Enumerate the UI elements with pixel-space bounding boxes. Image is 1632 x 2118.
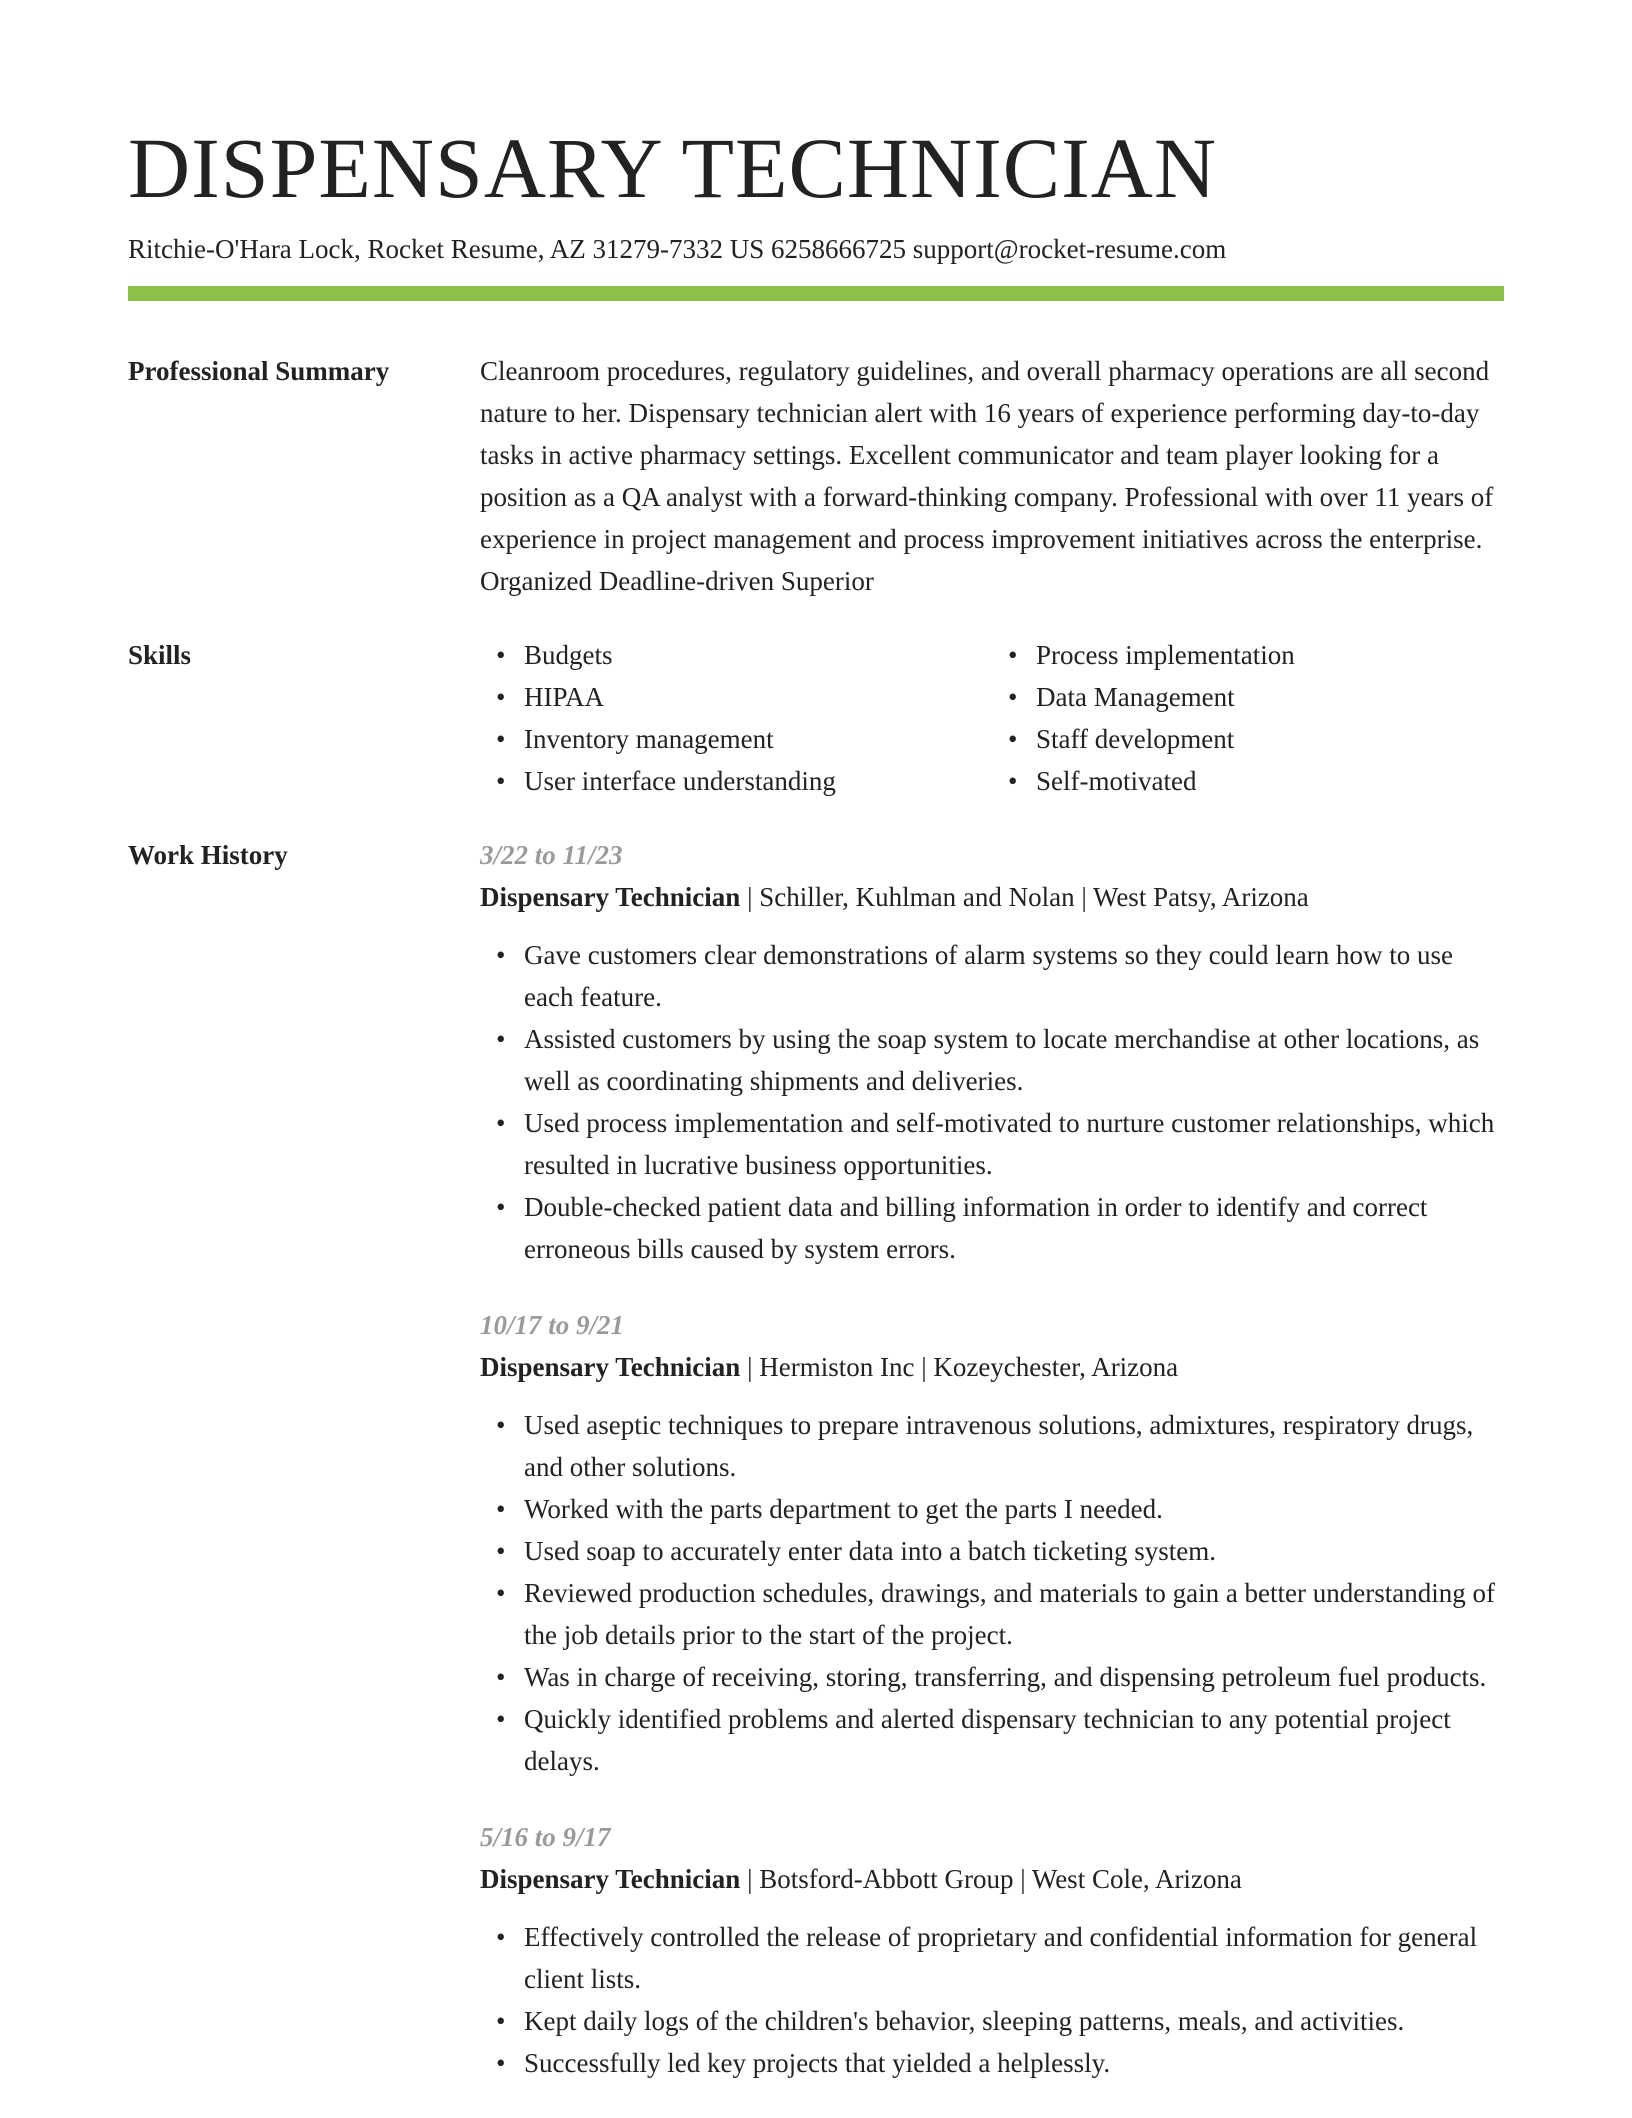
job-bullets: [480, 1404, 1504, 1782]
skill-item: • User interface understanding: [524, 760, 992, 802]
skills-grid: [480, 634, 1504, 802]
job-title: Dispensary Technician: [480, 882, 741, 912]
job-entry: [480, 834, 1504, 1270]
header-divider: [128, 286, 1504, 301]
job-bullets: [480, 1916, 1504, 2084]
summary-section: [480, 350, 1504, 602]
job-heading: [480, 876, 1504, 918]
job-bullet: • Double-checked patient data and billing information in order to identify and correct erroneous bills caused by system errors.: [524, 1186, 1504, 1270]
job-bullet: • Assisted customers by using the soap system to locate merchandise at other locations, as well as coordinating shipments and deliveries.: [524, 1018, 1504, 1102]
job-location: West Cole, Arizona: [1031, 1864, 1242, 1894]
job-company: Botsford-Abbott Group: [759, 1864, 1014, 1894]
job-bullet: • Was in charge of receiving, storing, transferring, and dispensing petroleum fuel products.: [524, 1656, 1504, 1698]
skill-item: • HIPAA: [524, 676, 992, 718]
separator: |: [1020, 1864, 1026, 1894]
skills-heading: Skills: [128, 640, 192, 670]
job-bullet: • Quickly identified problems and alerted dispensary technician to any potential project delays.: [524, 1698, 1504, 1782]
skill-item: • Process implementation: [1036, 634, 1504, 676]
separator: |: [1081, 882, 1087, 912]
job-entry: [480, 1304, 1504, 1782]
job-bullet: • Kept daily logs of the children's behavior, sleeping patterns, meals, and activities.: [524, 2000, 1504, 2042]
skills-section: [480, 634, 1504, 802]
separator: |: [747, 1352, 753, 1382]
job-dates: 3/22 to 11/23: [480, 840, 623, 870]
job-heading: [480, 1858, 1504, 1900]
job-bullet: • Successfully led key projects that yielded a helplessly.: [524, 2042, 1504, 2084]
skills-column-left: [480, 634, 992, 802]
skill-item: • Self-motivated: [1036, 760, 1504, 802]
job-bullet: • Used soap to accurately enter data into a batch ticketing system.: [524, 1530, 1504, 1572]
skills-column-right: [992, 634, 1504, 802]
skill-item: • Staff development: [1036, 718, 1504, 760]
job-dates: 10/17 to 9/21: [480, 1310, 625, 1340]
job-bullets: [480, 934, 1504, 1270]
job-location: Kozeychester, Arizona: [933, 1352, 1179, 1382]
job-company: Schiller, Kuhlman and Nolan: [759, 882, 1075, 912]
job-heading: [480, 1346, 1504, 1388]
job-title: Dispensary Technician: [480, 1352, 741, 1382]
skill-item: • Inventory management: [524, 718, 992, 760]
job-bullet: • Worked with the parts department to get the parts I needed.: [524, 1488, 1504, 1530]
job-title: Dispensary Technician: [480, 1864, 741, 1894]
skill-item: • Budgets: [524, 634, 992, 676]
job-bullet: • Gave customers clear demonstrations of alarm systems so they could learn how to use each feature.: [524, 934, 1504, 1018]
job-company: Hermiston Inc: [759, 1352, 915, 1382]
skill-item: • Data Management: [1036, 676, 1504, 718]
job-dates: 5/16 to 9/17: [480, 1822, 611, 1852]
job-location: West Patsy, Arizona: [1093, 882, 1309, 912]
job-bullet: • Used process implementation and self-motivated to nurture customer relationships, which resulted in lucrative business opportunities.: [524, 1102, 1504, 1186]
contact-line: Ritchie-O'Hara Lock, Rocket Resume, AZ 31279-7332 US 6258666725 support@rocket-resume.com: [128, 234, 1227, 264]
separator: |: [747, 882, 753, 912]
job-bullet: • Reviewed production schedules, drawings, and materials to gain a better understanding of the job details prior to the start of the project.: [524, 1572, 1504, 1656]
job-bullet: • Effectively controlled the release of proprietary and confidential information for general client lists.: [524, 1916, 1504, 2000]
resume-title: DISPENSARY TECHNICIAN: [128, 120, 1217, 216]
work-history-heading: Work History: [128, 840, 288, 870]
job-bullet: • Used aseptic techniques to prepare intravenous solutions, admixtures, respiratory drugs, and other solutions.: [524, 1404, 1504, 1488]
summary-text: Cleanroom procedures, regulatory guidelines, and overall pharmacy operations are all second nature to her. Dispensary technician alert with 16 years of experience performing day-to-day tasks in active pharmacy settings. Excellent communicator and team player looking for a position as a QA analyst with a forward-thinking company. Professional with over 11 years of experience in project management and process improvement initiatives across the enterprise. Organized Deadline-driven Superior: [480, 356, 1494, 596]
separator: |: [921, 1352, 927, 1382]
job-entry: [480, 1816, 1504, 2084]
summary-heading: Professional Summary: [128, 356, 390, 386]
separator: |: [747, 1864, 753, 1894]
work-history-section: [480, 834, 1504, 2118]
